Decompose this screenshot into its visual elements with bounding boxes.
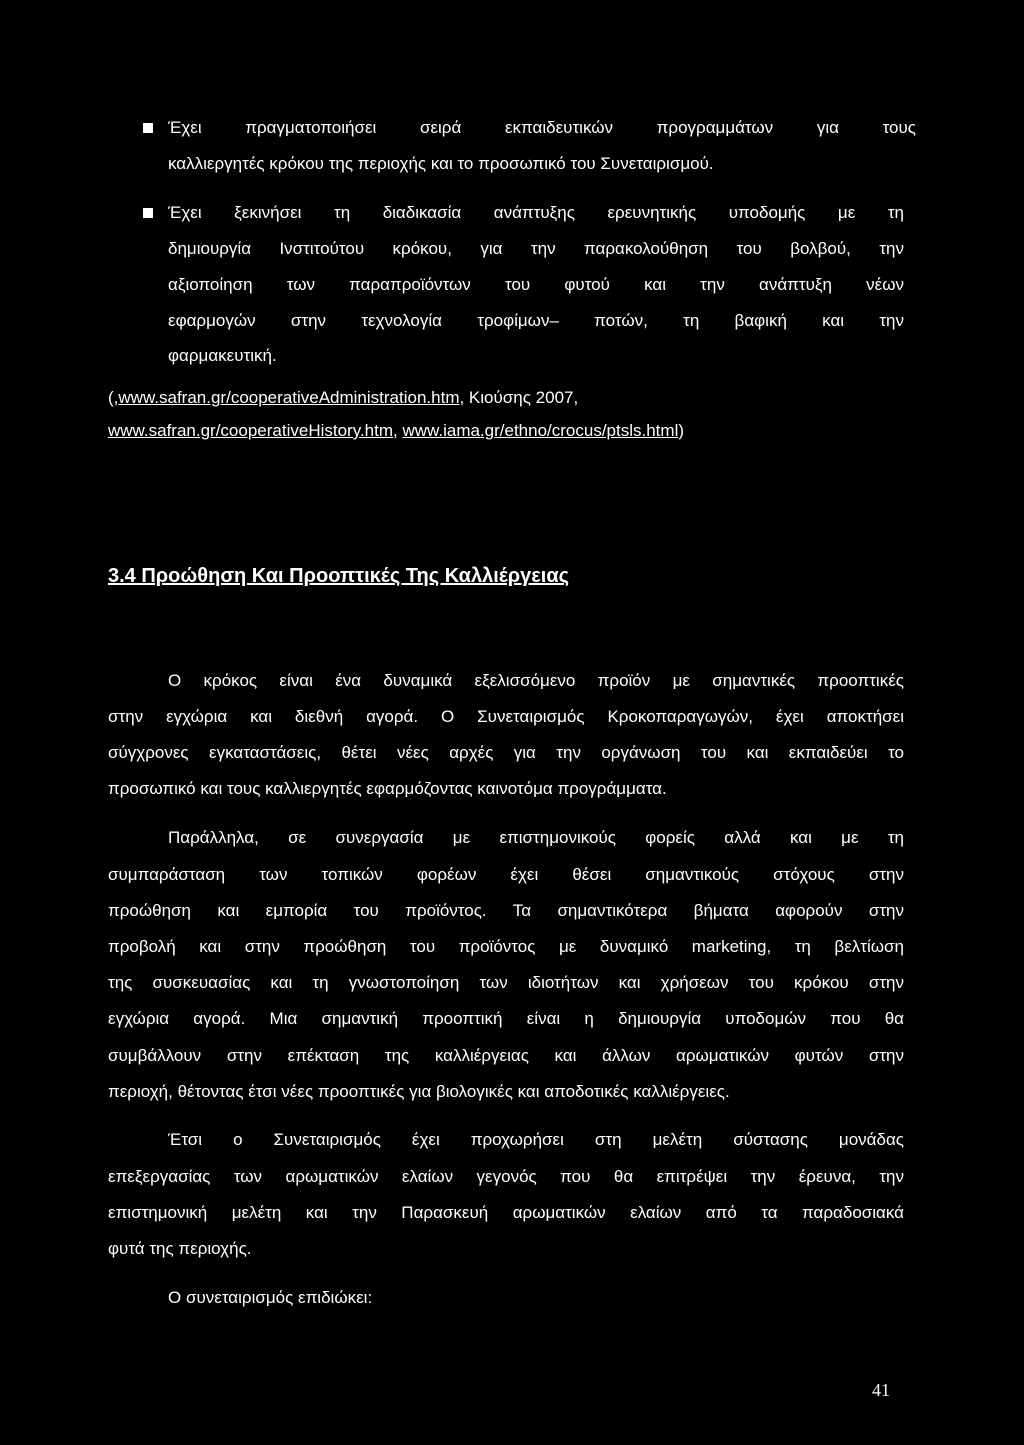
paragraph-2-line-4: προβολή και στην προώθηση του προϊόντος με δυναμικό marketing, τη βελτίωση — [108, 937, 904, 956]
bullet-2-line-4: εφαρμογών στην τεχνολογία τροφίμων– ποτών, τη βαφική και την — [168, 311, 904, 330]
paragraph-4-line-1: Ο συνεταιρισμός επιδιώκει: — [168, 1288, 373, 1307]
bullet-1-line-2: καλλιεργητές κρόκου της περιοχής και το προσωπικό του Συνεταιρισμού. — [168, 154, 714, 173]
paragraph-1-line-4: προσωπικό και τους καλλιεργητές εφαρμόζοντας καινοτόμα προγράμματα. — [108, 779, 667, 798]
bullet-1-line-1: Έχει πραγματοποιήσει σειρά εκπαιδευτικών προγραμμάτων για τους — [168, 118, 916, 137]
paragraph-2-line-5: της συσκευασίας και τη γνωστοποίηση των ιδιοτήτων και χρήσεων του κρόκου στην — [108, 973, 904, 992]
paragraph-1-line-3: σύγχρονες εγκαταστάσεις, θέτει νέες αρχές για την οργάνωση του και εκπαιδεύει το — [108, 743, 904, 762]
bullet-marker — [143, 208, 153, 218]
paragraph-1-line-2: στην εγχώρια και διεθνή αγορά. Ο Συνεταιρισμός Κροκοπαραγωγών, έχει αποκτήσει — [108, 707, 904, 726]
paragraph-1-line-1: Ο κρόκος είναι ένα δυναμικά εξελισσόμενο προϊόν με σημαντικές προοπτικές — [168, 671, 904, 690]
paragraph-2-line-8: περιοχή, θέτοντας έτσι νέες προοπτικές για βιολογικές και αποδοτικές καλλιέργειες. — [108, 1082, 730, 1101]
paragraph-3-line-4: φυτά της περιοχής. — [108, 1239, 252, 1258]
bullet-2-line-5: φαρμακευτική. — [168, 346, 277, 365]
bullet-2-line-1: Έχει ξεκινήσει τη διαδικασία ανάπτυξης ερευνητικής υποδομής με τη — [168, 203, 904, 222]
sources-line-2 — [108, 420, 684, 442]
source-link-3[interactable]: www.iama.gr/ethno/crocus/ptsls.html — [402, 421, 679, 440]
section-heading: 3.4 Προώθηση Και Προοπτικές Της Καλλιέργειας — [108, 565, 570, 587]
paragraph-3-line-2: επεξεργασίας των αρωματικών ελαίων γεγονός που θα επιτρέψει την έρευνα, την — [108, 1167, 904, 1186]
sources-mid: , Κιούσης 2007, — [459, 388, 579, 407]
paragraph-2-line-3: προώθηση και εμπορία του προϊόντος. Τα σημαντικότερα βήματα αφορούν στην — [108, 901, 904, 920]
paragraph-3-line-3: επιστημονική μελέτη και την Παρασκευή αρωματικών ελαίων από τα παραδοσιακά — [108, 1203, 904, 1222]
bullet-marker — [143, 123, 153, 133]
sources-sep: , — [393, 421, 403, 440]
bullet-2-line-2: δημιουργία Ινστιτούτου κρόκου, για την παρακολούθηση του βολβού, την — [168, 239, 904, 258]
sources-close: ) — [678, 421, 685, 440]
source-link-1[interactable]: www.safran.gr/cooperativeAdministration.htm — [118, 388, 460, 407]
bullet-2-line-3: αξιοποίηση των παραπροϊόντων του φυτού και την ανάπτυξη νέων — [168, 275, 904, 294]
paragraph-2-line-2: συμπαράσταση των τοπικών φορέων έχει θέσει σημαντικούς στόχους στην — [108, 865, 904, 884]
sources-line-1 — [108, 387, 578, 409]
page-number: 41 — [872, 1380, 890, 1400]
paragraph-2-line-1: Παράλληλα, σε συνεργασία με επιστημονικούς φορείς αλλά και με τη — [168, 828, 904, 847]
sources-open: (, — [108, 388, 119, 407]
paragraph-2-line-6: εγχώρια αγορά. Μια σημαντική προοπτική είναι η δημιουργία υποδομών που θα — [108, 1009, 904, 1028]
paragraph-3-line-1: Έτσι ο Συνεταιρισμός έχει προχωρήσει στη μελέτη σύστασης μονάδας — [168, 1130, 904, 1149]
paragraph-2-line-7: συμβάλλουν στην επέκταση της καλλιέργειας και άλλων αρωματικών φυτών στην — [108, 1046, 904, 1065]
source-link-2[interactable]: www.safran.gr/cooperativeHistory.htm — [108, 421, 394, 440]
